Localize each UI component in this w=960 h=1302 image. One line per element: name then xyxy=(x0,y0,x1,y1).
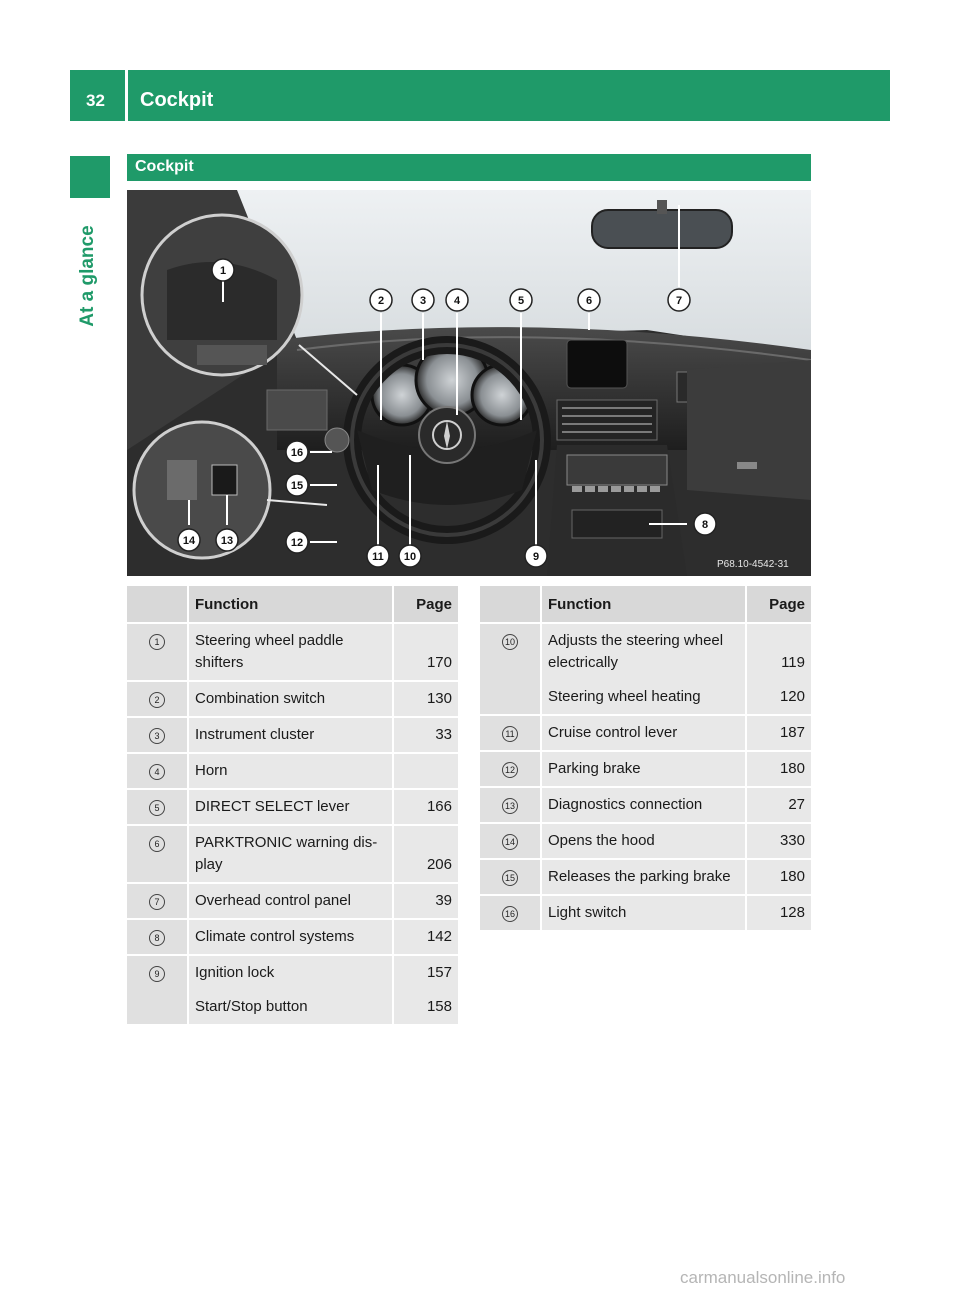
item-number-badge: 2 xyxy=(149,692,165,708)
page-cell: 206 xyxy=(393,825,458,883)
function-table-left xyxy=(127,586,458,1026)
number-column-header xyxy=(127,586,188,623)
side-tab-text: At a glance xyxy=(77,225,98,327)
page-cell: 180 xyxy=(746,751,811,787)
function-cell xyxy=(188,623,393,681)
callout-label: 16 xyxy=(290,447,304,459)
table-row xyxy=(127,753,458,789)
function-cell: PARKTRONIC warning dis-play xyxy=(188,825,393,883)
function-cell: Opens the hood xyxy=(541,823,746,859)
item-number-badge: 4 xyxy=(149,764,165,780)
table-row xyxy=(480,787,811,823)
callout-label: 4 xyxy=(453,295,461,307)
callout-label: 2 xyxy=(377,295,385,307)
callout-label: 3 xyxy=(419,295,427,307)
function-cell: Overhead control panel xyxy=(188,883,393,919)
function-cell: Ignition lock xyxy=(188,955,393,990)
side-tab-marker xyxy=(70,156,110,198)
page-cell: 119 xyxy=(746,623,811,680)
cockpit-photo xyxy=(127,190,811,576)
item-number-badge: 1 xyxy=(149,634,165,650)
function-cell: Instrument cluster xyxy=(188,717,393,753)
photo-caption: P68.10-4542-31 xyxy=(717,559,789,570)
page-cell: 33 xyxy=(393,717,458,753)
item-number-badge: 6 xyxy=(149,836,165,852)
table-header-row xyxy=(480,586,811,623)
function-column-header: Function xyxy=(188,586,393,623)
item-number-badge: 13 xyxy=(502,798,518,814)
header-divider xyxy=(125,70,128,121)
callout-label: 12 xyxy=(290,537,304,549)
table-row xyxy=(127,919,458,955)
item-number-badge: 9 xyxy=(149,966,165,982)
function-cell: Parking brake xyxy=(541,751,746,787)
callout-label: 5 xyxy=(517,295,525,307)
item-number-badge: 16 xyxy=(502,906,518,922)
table-row xyxy=(127,955,458,990)
page-column-header: Page xyxy=(746,586,811,623)
number-column-header xyxy=(480,586,541,623)
item-number-badge: 12 xyxy=(502,762,518,778)
section-title: Cockpit xyxy=(135,158,194,175)
table-row xyxy=(127,623,458,681)
side-tab-label xyxy=(70,205,110,345)
callout-label: 6 xyxy=(585,295,593,307)
page-cell: 187 xyxy=(746,715,811,751)
function-cell: Horn xyxy=(188,753,393,789)
table-row xyxy=(127,681,458,717)
function-cell: Diagnostics connection xyxy=(541,787,746,823)
function-cell: Start/Stop button xyxy=(188,990,393,1025)
table-header-row xyxy=(127,586,458,623)
callout-label: 1 xyxy=(219,265,227,277)
page-cell: 142 xyxy=(393,919,458,955)
page-cell: 330 xyxy=(746,823,811,859)
function-cell: DIRECT SELECT lever xyxy=(188,789,393,825)
page-cell: 158 xyxy=(393,990,458,1025)
table-row xyxy=(127,825,458,883)
page-cell: 128 xyxy=(746,895,811,931)
page-cell: 170 xyxy=(393,623,458,681)
item-number-badge: 15 xyxy=(502,870,518,886)
page-cell: 166 xyxy=(393,789,458,825)
callout-label: 15 xyxy=(290,480,304,492)
table-row xyxy=(480,623,811,680)
table-row xyxy=(480,715,811,751)
page-cell: 130 xyxy=(393,681,458,717)
page-number: 32 xyxy=(86,91,105,110)
function-cell: Releases the parking brake xyxy=(541,859,746,895)
table-row xyxy=(127,717,458,753)
item-number-badge: 7 xyxy=(149,894,165,910)
table-row xyxy=(127,789,458,825)
callout-label: 14 xyxy=(182,535,196,547)
callout-label: 10 xyxy=(403,551,417,563)
footer-watermark: carmanualsonline.info xyxy=(680,1268,846,1287)
function-cell: Light switch xyxy=(541,895,746,931)
page-cell: 180 xyxy=(746,859,811,895)
callout-label: 9 xyxy=(532,551,540,563)
function-cell: Combination switch xyxy=(188,681,393,717)
page-cell: 39 xyxy=(393,883,458,919)
callout-label: 13 xyxy=(220,535,234,547)
function-text: Steering wheel paddle shifters xyxy=(195,632,344,671)
page-cell: 27 xyxy=(746,787,811,823)
page-title: Cockpit xyxy=(140,89,214,111)
page-cell: 120 xyxy=(746,680,811,715)
table-row xyxy=(480,859,811,895)
item-number-badge: 11 xyxy=(502,726,518,742)
section-header-bar xyxy=(127,154,811,181)
function-cell: Steering wheel heating xyxy=(541,680,746,715)
function-column-header: Function xyxy=(541,586,746,623)
table-row xyxy=(127,883,458,919)
item-number-badge: 5 xyxy=(149,800,165,816)
item-number-badge: 10 xyxy=(502,634,518,650)
item-number-badge: 3 xyxy=(149,728,165,744)
table-row xyxy=(480,823,811,859)
table-row xyxy=(480,895,811,931)
function-cell: Adjusts the steering wheel electrically xyxy=(541,623,746,680)
page-column-header: Page xyxy=(393,586,458,623)
item-number-badge: 8 xyxy=(149,930,165,946)
page-cell xyxy=(393,753,458,789)
function-table-right xyxy=(480,586,811,932)
table-row xyxy=(480,751,811,787)
function-cell: Cruise control lever xyxy=(541,715,746,751)
callout-label: 7 xyxy=(675,295,683,307)
callout-label: 11 xyxy=(372,551,384,563)
item-number-badge: 14 xyxy=(502,834,518,850)
cockpit-illustration xyxy=(127,190,811,576)
function-cell: Climate control systems xyxy=(188,919,393,955)
page-cell: 157 xyxy=(393,955,458,990)
callout-label: 8 xyxy=(701,519,709,531)
